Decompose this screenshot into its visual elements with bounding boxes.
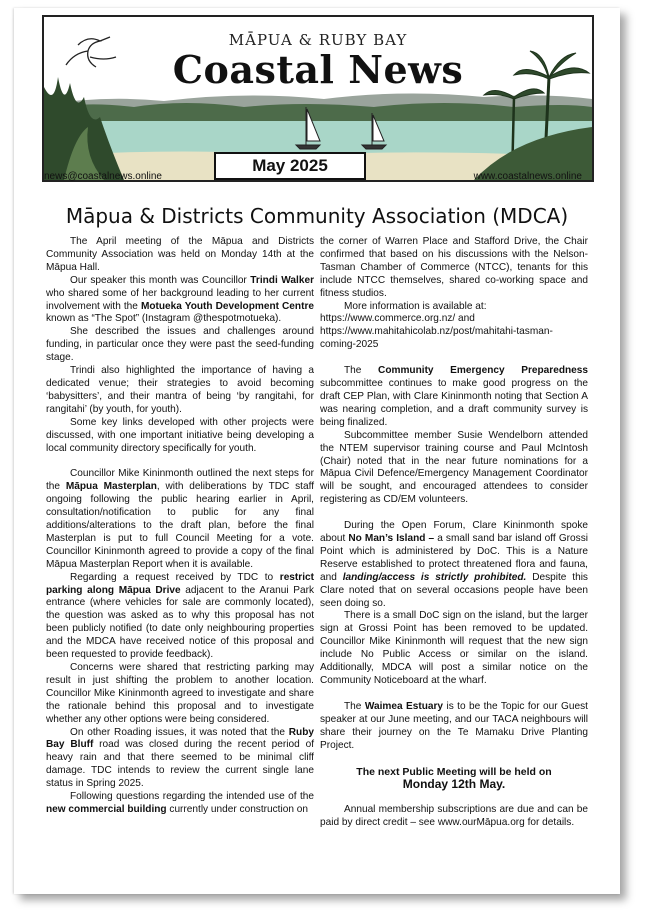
issue-date: May 2025 xyxy=(214,152,366,180)
article-column-left xyxy=(46,236,314,817)
masthead-kicker: MĀPUA & RUBY BAY xyxy=(228,31,408,49)
paragraph: More information is available at: xyxy=(344,300,487,312)
paragraph: Some key links developed with other projects were discussed, with one important initiative being developing a local community directory specifically for youth. xyxy=(46,416,314,454)
paragraph: Following questions regarding the intended use of the new commercial building currently under construction on xyxy=(46,791,314,815)
paragraph: Our speaker this month was Councillor Trindi Walker who shared some of her background leading to her current involvement with the Motueka Youth Development Centre known as “The Spot” (Instagram @thespotmotueka). xyxy=(46,274,314,325)
paragraph: Concerns were shared that restricting parking may result in just shifting the problem to another location. Councillor Mike Kininmonth agreed to investigate and share the rationale behind this proposal and to investigate whether any other options were being considered. xyxy=(46,662,314,725)
paragraph: During the Open Forum, Clare Kininmonth spoke about No Man’s Island – a small sand bar island off Grossi Point which is administered by DoC. This is a Nature Reserve established to protect threatened flora and fauna, and landing/access is strictly prohibited. Despite this Clare noted that on several occasions people have been seen doing so. xyxy=(320,520,588,609)
contact-email[interactable]: news@coastalnews.online xyxy=(44,171,162,182)
paragraph: Regarding a request received by TDC to restrict parking along Māpua Drive adjacent to the Aranui Park entrance (where vehicles for sale are commonly located), the question was asked as to why this proposal has not been publicly notified (to date only neighbouring properties and the MDCA have received notice of this proposal and been requested to provide feedback). xyxy=(46,571,314,661)
newsletter-page xyxy=(14,8,620,894)
paragraph: Annual membership subscriptions are due and can be paid by direct credit – see www.ourMāpua.org for details. xyxy=(320,804,588,829)
paragraph: Councillor Mike Kininmonth outlined the next steps for the Māpua Masterplan, with deliberations by TDC staff ongoing following the public hearing earlier in April, consultation/notification to public for any final additions/alterations to the draft plan, before the final Masterplan is put to full Council Meeting for a vote. Councillor Kininmonth agreed to provide a copy of the final Māpua Masterplan Report when it is available. xyxy=(46,468,314,570)
next-meeting-notice: The next Public Meeting will be held on xyxy=(356,765,552,778)
paragraph: There is a small DoC sign on the island, but the larger sign at Grossi Point has been removed to be updated. Councillor Mike Kininmonth will request that the new sign include No Public Access or similar on the island. Additionally, MDCA will post a similar notice on the Community Noticeboard at the wharf. xyxy=(320,610,588,686)
paragraph: the corner of Warren Place and Stafford Drive, the Chair confirmed that based on his discussions with the Nelson-Tasman Chamber of Commerce (NTCC), tenants for this include NTCC themselves, shared co-working space and fitness studios. xyxy=(320,236,588,299)
paragraph: On other Roading issues, it was noted that the Ruby Bay Bluff road was closed during the recent period of heavy rain and that there seemed to be minimal cliff damage. TDC intends to review the current single lane status in Spring 2025. xyxy=(46,726,314,790)
masthead-title: Coastal News xyxy=(172,47,464,92)
paragraph: The Community Emergency Preparedness subcommittee continues to make good progress on the draft CEP Plan, with Clare Kininmonth noting that Section A was nearing completion, and a draft community survey is being finalized. xyxy=(320,365,588,428)
paragraph: The Waimea Estuary is to be the Topic for our Guest speaker at our June meeting, and our TACA neighbours will share their journey on the Te Mamaku Drive Planting Project. xyxy=(320,700,588,751)
mahitahi-link[interactable]: https://www.mahitahicolab.nz/post/mahitahi-tasman-coming-2025 xyxy=(320,326,553,351)
commerce-link[interactable]: https://www.commerce.org.nz/ and xyxy=(320,313,475,325)
next-meeting-date: Monday 12th May. xyxy=(402,777,506,792)
website-link[interactable]: www.coastalnews.online xyxy=(473,171,582,182)
paragraph: Subcommittee member Susie Wendelborn attended the NTEM supervisor training course and Paul McIntosh (Chair) noted that in the near future nominations for a Māpua Civil Defence/Emergency Management Coordinator will be sought, and encouraged attendees to consider registering as CD/EM volunteers. xyxy=(320,429,588,506)
article-heading: Māpua & Districts Community Association (MDCA) xyxy=(65,204,569,228)
paragraph: She described the issues and challenges around funding, in particular once they were past the seed-funding stage. xyxy=(46,326,314,364)
paragraph: Trindi also highlighted the importance of having a dedicated venue; their strategies to avoid becoming ‘babysitters’, and their mantra of being ‘by rangitahi, for rangitahi’ (by youth, for youth). xyxy=(46,365,314,415)
article-column-right xyxy=(320,236,588,830)
paragraph: The April meeting of the Māpua and Districts Community Association was held on Monday 14th at the Māpua Hall. xyxy=(46,236,314,273)
